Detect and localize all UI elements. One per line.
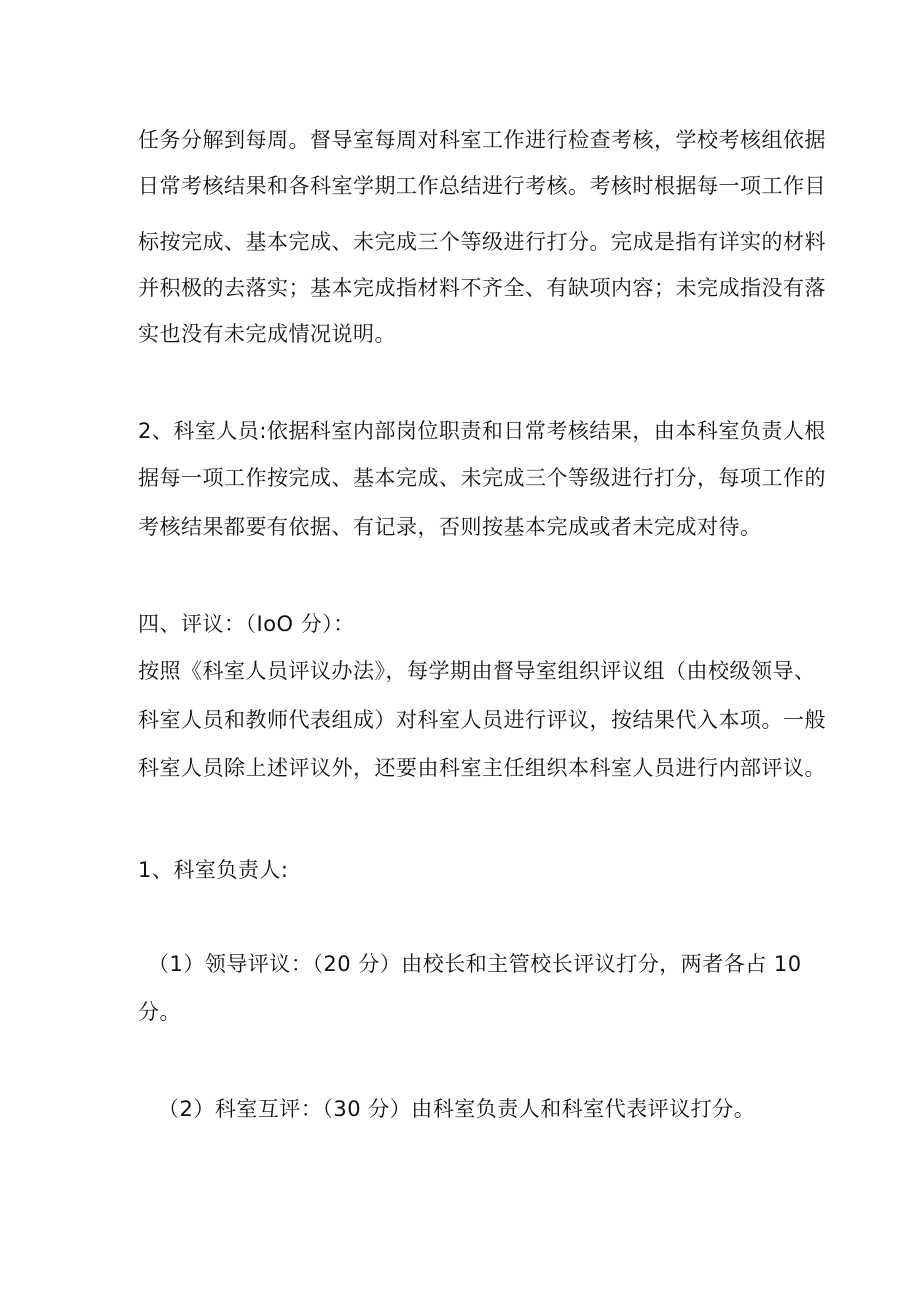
text-line: 2、科室人员:依据科室内部岗位职责和日常考核结果，由本科室负责人根 xyxy=(138,419,826,443)
text-line: （1）领导评议：（20 分）由校长和主管校长评议打分，两者各占 10 xyxy=(148,952,802,976)
text-line: 标按完成、基本完成、未完成三个等级进行打分。完成是指有详实的材料 xyxy=(138,230,826,254)
text-line: 科室人员除上述评议外，还要由科室主任组织本科室人员进行内部评议。 xyxy=(138,756,826,780)
text-line: 日常考核结果和各科室学期工作总结进行考核。考核时根据每一项工作目 xyxy=(138,174,826,198)
subitem-peer-evaluation: （2）科室互评：（30 分）由科室负责人和科室代表评议打分。 xyxy=(158,1097,756,1121)
text-line: 科室人员和教师代表组成）对科室人员进行评议，按结果代入本项。一般 xyxy=(138,708,826,732)
section-heading: 四、评议：（IoO 分）： xyxy=(138,612,355,636)
item-heading: 1、科室负责人: xyxy=(138,858,289,882)
text-line: 实也没有未完成情况说明。 xyxy=(138,322,396,346)
text-line: 考核结果都要有依据、有记录，否则按基本完成或者未完成对待。 xyxy=(138,515,762,539)
text-line: 分。 xyxy=(138,1000,181,1024)
text-line: 据每一项工作按完成、基本完成、未完成三个等级进行打分，每项工作的 xyxy=(138,466,826,490)
text-line: 并积极的去落实；基本完成指材料不齐全、有缺项内容；未完成指没有落 xyxy=(138,276,826,300)
text-line: 按照《科室人员评议办法》，每学期由督导室组织评议组（由校级领导、 xyxy=(138,659,816,683)
text-line: 任务分解到每周。督导室每周对科室工作进行检查考核，学校考核组依据 xyxy=(138,128,826,152)
